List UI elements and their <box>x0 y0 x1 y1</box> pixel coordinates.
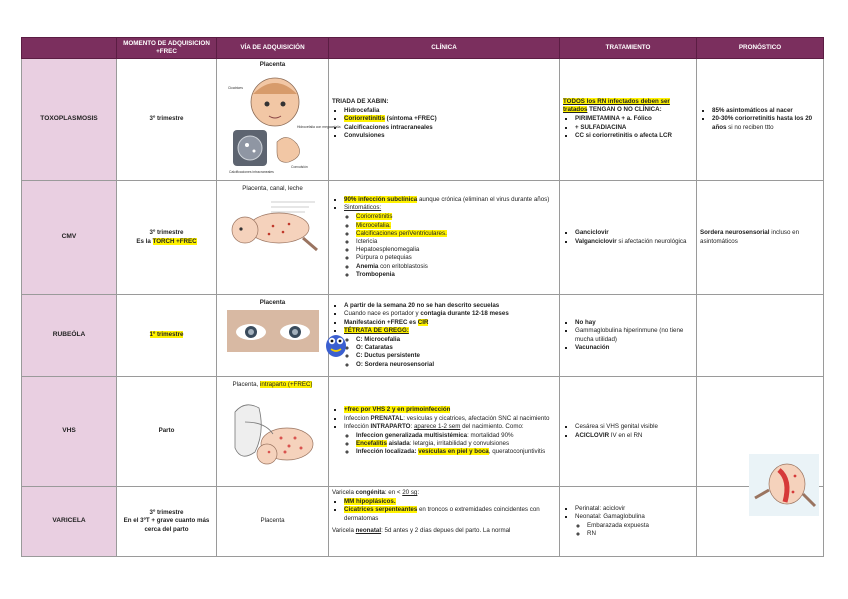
ill-label-calcificaciones: Calcificaciones intracraneales <box>228 170 274 175</box>
clin-subitem: ◦ Coriorretinitis <box>356 213 556 221</box>
header-pronostico: PRONÓSTICO <box>697 38 824 59</box>
varicela-baby-illustration <box>749 454 819 516</box>
via-label: Placenta <box>259 299 286 306</box>
trat-item: ▪ Cesárea si VHS genital visible <box>575 423 693 431</box>
ill-label-hidrocefalia: Hidrocefalia con megacefalia <box>296 125 341 130</box>
clin-item: ▪ Convulsiones <box>344 132 556 140</box>
clin-subitem: ◦ Calcificaciones periVentriculares. <box>356 230 556 238</box>
clin-subitem: ◦ Encefalitis aislada: letargia, irritabilidad y convulsiones <box>356 440 556 448</box>
clin-item: ▪ TÉTRATA DE GREGG: ◦ C: Microcefalia ◦ O: Cataratas ◦ C: Ductus persistente ◦ O: Sordera neurosensorial <box>344 327 556 369</box>
trat-subitem: ◦ RN <box>587 530 693 538</box>
clin-subitem: ◦ Infeccion generalizada multisistémica: mortalidad 90% <box>356 432 556 440</box>
clinica-cell <box>329 181 560 295</box>
header-momento: MOMENTO DE ADQUISICION +FREC <box>117 38 217 59</box>
pron-strong: Sordera neurosensorial <box>700 229 770 237</box>
trat-item: ▪ Neonatal: Gamaglobulina ◦ Embarazada expuesta ◦ RN <box>575 513 693 539</box>
header-via: VÍA DE ADQUISICIÓN <box>217 38 329 59</box>
tratamiento-cell <box>560 181 697 295</box>
clin-item: ▪ Hidrocefalia <box>344 107 556 115</box>
clinica-cell <box>329 487 560 557</box>
trat-item: ▪ PIRIMETAMINA + a. Fólico <box>575 115 693 123</box>
header-tratamiento: TRATAMIENTO <box>560 38 697 59</box>
clin-subitem: ◦ O: Sordera neurosensorial <box>356 361 556 369</box>
clinica-cell <box>329 377 560 487</box>
ill-label-cicatrices: Cicatrices <box>227 86 243 91</box>
trat-item: ▪ Gammaglobulina hiperinmune (no tiene mucha utilidad) <box>575 327 693 343</box>
clinica-cell <box>329 295 560 377</box>
disease-name: TOXOPLASMOSIS <box>22 59 117 181</box>
trat-item: ▪ Perinatal: aciclovir <box>575 505 693 513</box>
via-cell <box>217 181 329 295</box>
via-cell <box>217 295 329 377</box>
clin-subitem: ◦ Hepatoesplenomegalia <box>356 246 556 254</box>
clin-subitem: ◦ Trombopenia <box>356 271 556 279</box>
rubeola-eyes-photo <box>227 310 319 352</box>
clin-subitem: ◦ Anemia con eritoblastosis <box>356 263 556 271</box>
pronostico-cell <box>697 295 824 377</box>
pronostico-cell <box>697 377 824 487</box>
clin-item: ▪ Cicatrices serpenteantes en troncos o extremidades coincidentes con dermatomas <box>344 506 556 522</box>
header-clinica: CLÍNICA <box>329 38 560 59</box>
tratamiento-cell <box>560 295 697 377</box>
momento-cell: Parto <box>117 377 217 487</box>
clin-subitem: ◦ Microcefalia. <box>356 222 556 230</box>
torch-table <box>21 37 824 557</box>
clin-item: ▪ MM hipoplásicos. <box>344 498 556 506</box>
trat-item: ▪ No hay <box>575 319 693 327</box>
clin-item: ▪ A partir de la semana 20 no se han descrito secuelas <box>344 302 556 310</box>
clin-item: ▪ Cuando nace es portador y contagia durante 12-18 meses <box>344 310 556 318</box>
via-label: Placenta <box>259 61 286 68</box>
row-cmv <box>22 181 824 295</box>
header-blank <box>22 38 117 59</box>
toxoplasmosis-baby-illustration <box>225 72 341 176</box>
clin-subitem: ◦ C: Microcefalia <box>356 336 556 344</box>
via-cell <box>217 377 329 487</box>
via-label: Placenta, canal, leche <box>242 185 303 192</box>
pronostico-cell <box>697 181 824 295</box>
trat-item: ▪ CC si coriorretinitis o afecta LCR <box>575 132 693 140</box>
pron-item: ▪ 20-30% coriorretinitis hasta los 20 años si no reciben ttto <box>712 115 820 131</box>
clin-item: ▪ Coriorretinitis (síntoma +FREC) <box>344 115 556 123</box>
clin-title: TRIADA DE XABIN: <box>332 98 389 106</box>
mascot-sticker-icon <box>323 329 349 359</box>
clin-subitem: ◦ Ictericia <box>356 238 556 246</box>
pron-item: ▪ 85% asintomáticos al nacer <box>712 107 820 115</box>
momento-cell <box>117 487 217 557</box>
tratamiento-cell <box>560 59 697 181</box>
disease-name: RUBEÓLA <box>22 295 117 377</box>
clin-item: ▪ 90% infección subclínica aunque crónica (eliminan el virus durante años) <box>344 196 556 204</box>
trat-item: ▪ Ganciclovir <box>575 229 693 237</box>
clin-subitem: ◦ Púrpura o petequias <box>356 254 556 262</box>
trat-intro: TODOS los RN infectados deben ser tratados TENGAN O NO CLÍNICA: <box>563 98 670 114</box>
row-vhs <box>22 377 824 487</box>
via-label: Placenta, intraparto (+FREC) <box>232 381 313 388</box>
momento-cell: 3º trimestre <box>117 59 217 181</box>
momento-line: Es la TORCH +FREC <box>136 237 197 245</box>
clin-subitem: ◦ O: Cataratas <box>356 344 556 352</box>
cmv-baby-illustration <box>225 196 321 256</box>
row-varicela <box>22 487 824 557</box>
clin-item: ▪ Manifestación +FREC es CIR <box>344 319 556 327</box>
momento-cell <box>117 181 217 295</box>
disease-name: CMV <box>22 181 117 295</box>
trat-item: ▪ + SULFADIACINA <box>575 124 693 132</box>
row-toxoplasmosis <box>22 59 824 181</box>
clin-item: ▪ Infección INTRAPARTO: aparece 1-2 sem del nacimiento. Como: ◦ Infeccion generalizada multisistémica: mortalidad 90% ◦ Encefalitis aislada: letargia, irritabilidad y convulsiones ◦ Infección localizada: vesículas en piel y boca, queratoconjuntivitis <box>344 423 556 457</box>
clin-intro: Varicela congénita: en < 20 sg: <box>332 489 420 496</box>
via-cell: Placenta <box>217 487 329 557</box>
clin-item: ▪ Calcificaciones intracraneales <box>344 124 556 132</box>
tratamiento-cell <box>560 377 697 487</box>
clin-subitem: ◦ C: Ductus persistente <box>356 352 556 360</box>
disease-name: VARICELA <box>22 487 117 557</box>
trat-item: ▪ Vacunación <box>575 344 693 352</box>
pron-text: incluso en asintomáticos <box>700 229 800 245</box>
clin-item: ▪ Sintomáticos: ◦ Coriorretinitis ◦ Microcefalia. ◦ Calcificaciones periVentriculares. ◦ Ictericia ◦ Hepatoesplenomegalia ◦ Púrpura o petequias ◦ Anemia con eritoblastosis ◦ Trombopenia <box>344 204 556 279</box>
pronostico-cell <box>697 59 824 181</box>
ill-label-convulsion: Convulsión <box>290 165 308 170</box>
row-rubeola <box>22 295 824 377</box>
momento-line: En el 3ºT + grave cuanto más cerca del parto <box>123 517 210 533</box>
clinica-cell <box>329 59 560 181</box>
header-row <box>22 38 824 59</box>
momento-cell: 1º trimestre <box>117 295 217 377</box>
trat-item: ▪ Valganciclovir si afectación neurológica <box>575 238 693 246</box>
trat-item: ▪ ACICLOVIR IV en el RN <box>575 432 693 440</box>
disease-name: VHS <box>22 377 117 487</box>
vhs-baby-illustration <box>225 392 321 474</box>
via-cell <box>217 59 341 181</box>
momento-line: 3º trimestre <box>149 509 184 517</box>
clin-item: ▪ +frec por VHS 2 y en primoinfección <box>344 406 556 414</box>
clin-subitem: ◦ Infección localizada: vesículas en piel y boca, queratoconjuntivitis <box>356 448 556 456</box>
tratamiento-cell <box>560 487 697 557</box>
clin-neonatal: Varicela neonatal: 5d antes y 2 días depues del parto. La normal <box>332 526 511 534</box>
trat-subitem: ◦ Embarazada expuesta <box>587 522 693 530</box>
momento-line: 3º trimestre <box>149 229 184 237</box>
clin-item: ▪ Infeccion PRENATAL: vesículas y cicatrices, afectación SNC al nacimiento <box>344 415 556 423</box>
